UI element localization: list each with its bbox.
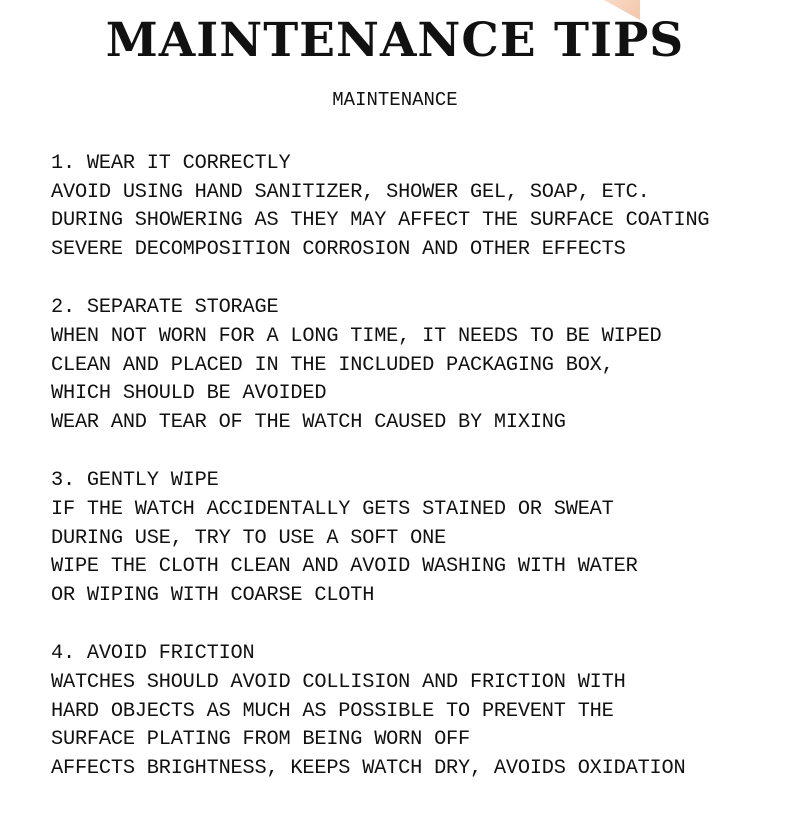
- tip-line: DURING USE, TRY TO USE A SOFT ONE: [51, 526, 447, 550]
- tip-line: AFFECTS BRIGHTNESS, KEEPS WATCH DRY, AVOIDS OXIDATION: [51, 756, 686, 780]
- tip-section-wear-correctly: [51, 150, 771, 264]
- tip-line: CLEAN AND PLACED IN THE INCLUDED PACKAGING BOX,: [51, 353, 614, 377]
- tip-line: SEVERE DECOMPOSITION CORROSION AND OTHER EFFECTS: [51, 237, 626, 261]
- tips-list: [51, 150, 771, 813]
- tip-line: AVOID USING HAND SANITIZER, SHOWER GEL, SOAP, ETC.: [51, 180, 650, 204]
- tip-line: DURING SHOWERING AS THEY MAY AFFECT THE SURFACE COATING: [51, 209, 710, 233]
- tip-section-separate-storage: [51, 294, 771, 437]
- tip-heading: 2. SEPARATE STORAGE: [51, 296, 279, 320]
- page-title: MAINTENANCE TIPS: [105, 13, 685, 68]
- tip-heading: 1. WEAR IT CORRECTLY: [51, 152, 291, 175]
- tip-section-gently-wipe: [51, 467, 771, 610]
- tip-section-avoid-friction: [51, 640, 771, 783]
- tip-heading: 3. GENTLY WIPE: [51, 469, 219, 493]
- tip-line: WIPE THE CLOTH CLEAN AND AVOID WASHING WITH WATER: [51, 555, 638, 579]
- tip-line: SURFACE PLATING FROM BEING WORN OFF: [51, 728, 470, 752]
- tip-line: OR WIPING WITH COARSE CLOTH: [51, 583, 375, 607]
- tip-line: WHEN NOT WORN FOR A LONG TIME, IT NEEDS TO BE WIPED: [51, 324, 662, 348]
- tip-line: WATCHES SHOULD AVOID COLLISION AND FRICTION WITH: [51, 670, 626, 694]
- tip-line: WEAR AND TEAR OF THE WATCH CAUSED BY MIXING: [51, 410, 566, 434]
- tip-heading: 4. AVOID FRICTION: [51, 642, 255, 666]
- page-subtitle: MAINTENANCE: [332, 89, 458, 111]
- tip-line: HARD OBJECTS AS MUCH AS POSSIBLE TO PREVENT THE: [51, 699, 614, 723]
- tip-line: IF THE WATCH ACCIDENTALLY GETS STAINED OR SWEAT: [51, 497, 614, 521]
- tip-line: WHICH SHOULD BE AVOIDED: [51, 382, 327, 406]
